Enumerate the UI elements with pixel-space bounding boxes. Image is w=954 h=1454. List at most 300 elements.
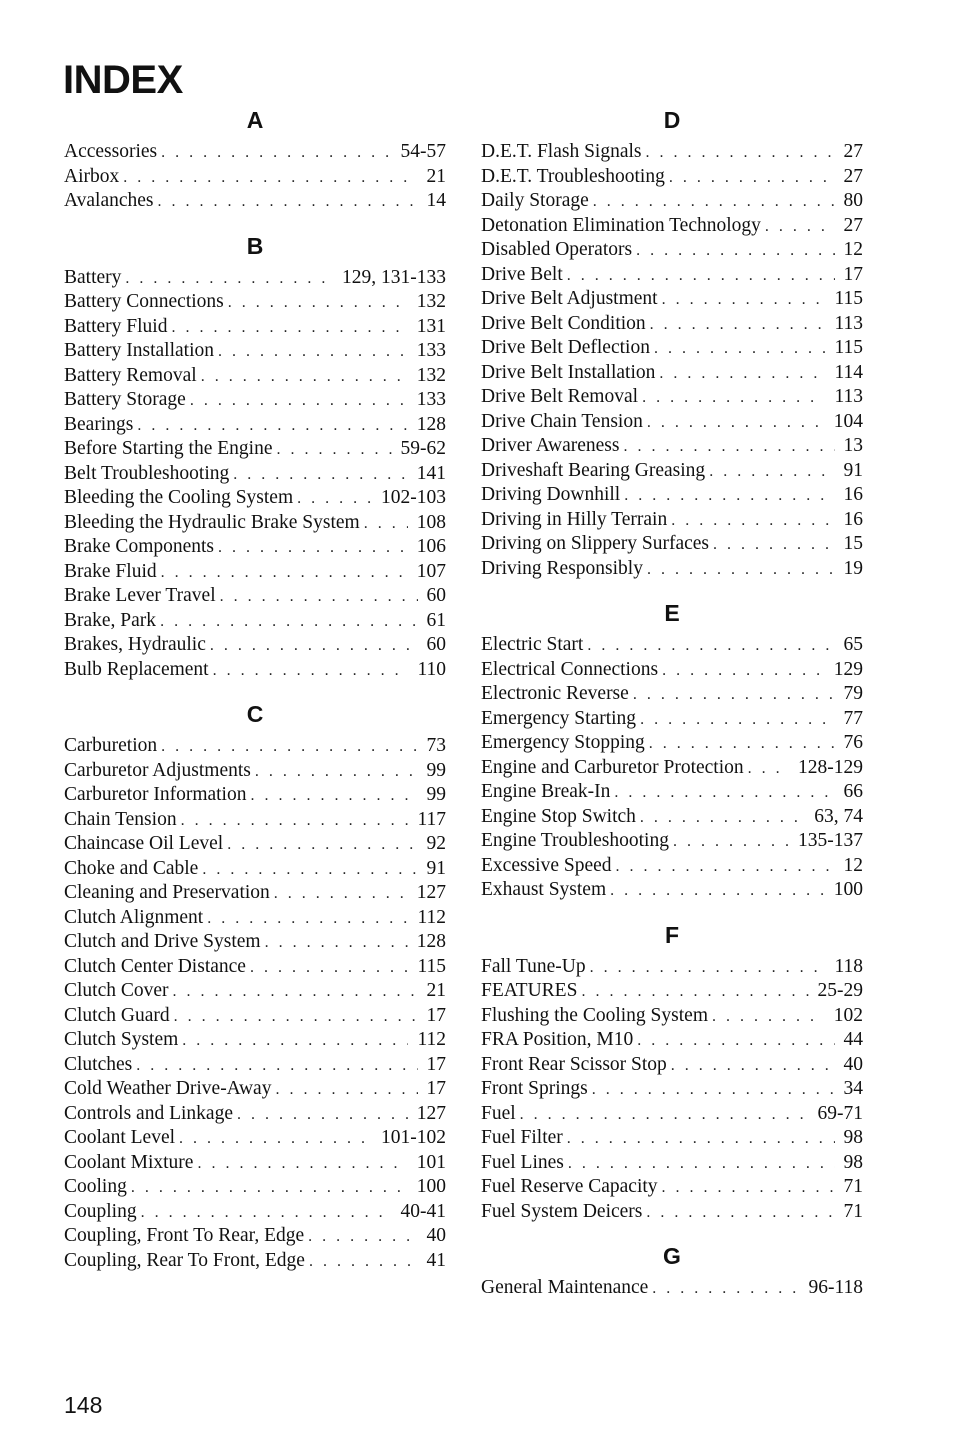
index-entry (64, 1077, 446, 1102)
entry-page: 112 (417, 906, 446, 928)
index-entry (481, 756, 863, 781)
entry-term: Engine Troubleshooting (481, 830, 669, 851)
entry-term: Before Starting the Engine (64, 438, 273, 459)
index-entry (481, 731, 863, 756)
entry-page: 128 (416, 931, 446, 952)
entry-page: 27 (843, 141, 863, 162)
entry-term: General Maintenance (481, 1277, 649, 1298)
index-entry (481, 1077, 863, 1102)
entry-term: Drive Belt Condition (481, 312, 646, 334)
dot-leader (125, 267, 333, 292)
dot-leader (181, 809, 409, 834)
entry-term: Carburetor Adjustments (64, 759, 251, 781)
dot-leader (520, 1103, 809, 1128)
entry-page: 99 (426, 759, 446, 781)
entry-term: Bulb Replacement (64, 658, 209, 680)
entry-term: Flushing the Cooling System (481, 1004, 708, 1026)
entry-page: 102-103 (381, 487, 446, 508)
dot-leader (207, 907, 408, 932)
entry-term: Drive Belt Removal (481, 386, 639, 407)
dot-leader (568, 1152, 835, 1177)
index-column-right (481, 104, 863, 1317)
section-letter: E (664, 600, 680, 626)
entry-page: 40 (426, 1225, 446, 1246)
entry-term: Drive Chain Tension (481, 410, 643, 432)
dot-leader (673, 830, 789, 855)
entry-page: 40 (843, 1053, 863, 1075)
entry-term: Drive Belt Deflection (481, 337, 650, 358)
dot-leader (174, 1005, 418, 1030)
index-entry (481, 557, 863, 582)
entry-term: Coolant Level (64, 1127, 176, 1148)
entry-page: 129 (833, 658, 863, 680)
index-entry (64, 165, 446, 190)
entry-term: Drive Belt Adjustment (481, 288, 658, 309)
dot-leader (233, 463, 408, 488)
entry-page: 110 (417, 658, 446, 680)
dot-leader (161, 735, 417, 760)
entry-term: Detonation Elimination Technology (481, 214, 761, 236)
entry-page: 127 (416, 882, 446, 903)
dot-leader (712, 1005, 825, 1030)
entry-page: 127 (416, 1102, 446, 1124)
entry-page: 91 (843, 459, 863, 481)
index-column-left (64, 104, 446, 1289)
index-section-c (64, 698, 446, 1273)
index-entry (64, 930, 446, 955)
entry-page: 101 (416, 1151, 446, 1173)
dot-leader (179, 1127, 372, 1152)
entry-term: FEATURES (481, 980, 578, 1001)
index-entry (64, 437, 446, 462)
index-entry (481, 214, 863, 239)
entry-term: Electronic Reverse (481, 683, 629, 704)
dot-leader (624, 484, 834, 509)
entry-term: Battery Connections (64, 291, 224, 312)
dot-leader (158, 190, 418, 215)
index-entry (64, 857, 446, 882)
index-entry (64, 189, 446, 214)
index-entry (64, 315, 446, 340)
section-letter: B (246, 232, 264, 259)
dot-leader (171, 316, 407, 341)
entry-page: 12 (843, 854, 863, 876)
index-entry (64, 881, 446, 906)
dot-leader (141, 1201, 392, 1226)
dot-leader (650, 313, 826, 338)
index-entry (481, 459, 863, 484)
entry-term: Front Springs (481, 1078, 588, 1099)
entry-page: 17 (426, 1078, 446, 1099)
entry-page: 34 (843, 1078, 863, 1099)
entry-term: Daily Storage (481, 190, 589, 211)
index-entry (481, 658, 863, 683)
entry-page: 15 (843, 533, 863, 554)
index-entry (481, 805, 863, 830)
entry-term: Accessories (64, 141, 158, 162)
entry-page: 112 (417, 1029, 446, 1050)
index-entry (64, 1200, 446, 1225)
dot-leader (662, 659, 825, 684)
page-number: 148 (64, 1392, 103, 1418)
entry-page: 117 (417, 808, 446, 830)
dot-leader (633, 683, 835, 708)
dot-leader (210, 634, 418, 659)
index-entry (64, 759, 446, 784)
entry-page: 71 (843, 1200, 863, 1222)
dot-leader (213, 659, 409, 684)
dot-leader (614, 781, 834, 806)
entry-term: Fuel System Deicers (481, 1200, 643, 1222)
index-entry (64, 560, 446, 585)
entry-term: Clutches (64, 1053, 133, 1075)
entry-page: 98 (843, 1127, 863, 1148)
entry-page: 100 (833, 879, 863, 900)
entry-page: 77 (843, 707, 863, 729)
entry-term: Airbox (64, 165, 120, 187)
entry-page: 40-41 (400, 1200, 446, 1222)
index-entry (481, 1276, 863, 1301)
entry-list (481, 633, 863, 903)
dot-leader (765, 215, 835, 240)
dot-leader (592, 1078, 835, 1103)
index-entry (64, 1004, 446, 1029)
dot-leader (652, 1277, 799, 1302)
entry-page: 92 (426, 833, 446, 854)
dot-leader (227, 833, 417, 858)
dot-leader (276, 438, 391, 463)
entry-term: Brake Lever Travel (64, 585, 216, 606)
entry-term: Driveshaft Bearing Greasing (481, 459, 706, 481)
entry-page: 108 (416, 511, 446, 533)
entry-page: 102 (833, 1004, 863, 1026)
entry-page: 101-102 (381, 1127, 446, 1148)
entry-term: Controls and Linkage (64, 1102, 233, 1124)
entry-term: Brake Fluid (64, 560, 157, 582)
entry-term: Brake Components (64, 536, 215, 557)
entry-page: 133 (416, 389, 446, 410)
entry-term: Engine Break-In (481, 781, 611, 802)
dot-leader (587, 634, 834, 659)
index-section-g (481, 1240, 863, 1301)
entry-term: Bleeding the Hydraulic Brake System (64, 511, 360, 533)
entry-page: 12 (843, 239, 863, 260)
entry-term: Coupling, Front To Rear, Edge (64, 1225, 305, 1246)
entry-term: Coupling, Rear To Front, Edge (64, 1249, 305, 1271)
index-entry (481, 829, 863, 854)
entry-term: Clutch System (64, 1029, 179, 1050)
entry-term: Driver Awareness (481, 435, 620, 456)
dot-leader (593, 190, 835, 215)
entry-term: Bleeding the Cooling System (64, 487, 294, 508)
entry-term: Driving on Slippery Surfaces (481, 533, 710, 554)
entry-page: 118 (834, 955, 863, 977)
index-section-f (481, 919, 863, 1225)
entry-page: 66 (843, 781, 863, 802)
index-entry (481, 140, 863, 165)
entry-term: Carburetor Information (64, 784, 247, 805)
entry-term: Battery (64, 266, 122, 288)
section-letter: F (664, 921, 680, 948)
entry-page: 113 (834, 312, 863, 334)
entry-term: Brake, Park (64, 609, 157, 631)
entry-page: 91 (426, 857, 446, 879)
entry-term: Fuel Filter (481, 1127, 563, 1148)
dot-leader (274, 882, 408, 907)
entry-page: 16 (843, 508, 863, 530)
dot-leader (364, 512, 408, 537)
index-entry (64, 584, 446, 609)
index-entry (481, 238, 863, 263)
index-entry (64, 266, 446, 291)
entry-term: Electrical Connections (481, 658, 659, 680)
entry-term: Coupling (64, 1200, 137, 1222)
dot-leader (590, 956, 826, 981)
dot-leader (131, 1176, 408, 1201)
index-section-b (64, 230, 446, 683)
entry-term: FRA Position, M10 (481, 1029, 634, 1050)
dot-leader (202, 858, 417, 883)
entry-page: 65 (843, 634, 863, 655)
entry-term: Battery Fluid (64, 315, 168, 337)
index-entry (481, 410, 863, 435)
entry-term: Drive Belt Installation (481, 361, 656, 383)
index-entry (481, 633, 863, 658)
dot-leader (218, 340, 408, 365)
dot-leader (173, 980, 418, 1005)
entry-term: Fall Tune-Up (481, 955, 586, 977)
index-entry (64, 955, 446, 980)
index-entry (64, 734, 446, 759)
dot-leader (713, 533, 834, 558)
entry-page: 99 (426, 784, 446, 805)
index-entry (64, 658, 446, 683)
entry-term: Front Rear Scissor Stop (481, 1053, 667, 1075)
entry-list (64, 734, 446, 1273)
entry-page: 115 (834, 337, 863, 358)
dot-leader (671, 509, 834, 534)
index-entry (481, 1102, 863, 1127)
dot-leader (197, 1152, 407, 1177)
entry-term: Disabled Operators (481, 239, 633, 260)
index-entry (64, 364, 446, 389)
entry-term: Coolant Mixture (64, 1151, 194, 1173)
entry-term: Chain Tension (64, 808, 177, 830)
entry-term: D.E.T. Troubleshooting (481, 165, 665, 187)
index-entry (481, 165, 863, 190)
entry-term: Clutch Alignment (64, 906, 204, 928)
entry-page: 115 (417, 955, 446, 977)
entry-page: 132 (416, 364, 446, 386)
entry-page: 107 (416, 560, 446, 582)
index-entry (64, 290, 446, 315)
section-letter: C (246, 701, 264, 727)
entry-page: 13 (843, 435, 863, 456)
entry-term: Clutch Guard (64, 1004, 170, 1026)
entry-page: 14 (426, 190, 446, 211)
entry-term: Brakes, Hydraulic (64, 634, 206, 655)
index-entry (481, 1028, 863, 1053)
entry-page: 100 (416, 1176, 446, 1197)
dot-leader (709, 460, 834, 485)
entry-page: 16 (843, 484, 863, 505)
entry-page: 61 (426, 609, 446, 631)
dot-leader (250, 956, 409, 981)
dot-leader (250, 784, 417, 809)
dot-leader (610, 879, 825, 904)
index-entry (481, 1151, 863, 1176)
entry-term: Emergency Starting (481, 707, 637, 729)
entry-term: Bearings (64, 413, 134, 435)
index-entry (64, 1028, 446, 1053)
index-entry (481, 361, 863, 386)
index-entry (64, 486, 446, 511)
dot-leader (220, 585, 418, 610)
dot-leader (123, 166, 417, 191)
entry-page: 17 (426, 1053, 446, 1075)
dot-leader (646, 1201, 834, 1226)
entry-page: 128 (416, 413, 446, 435)
dot-leader (309, 1250, 418, 1275)
index-entry (481, 434, 863, 459)
entry-page: 60 (426, 585, 446, 606)
dot-leader (646, 141, 835, 166)
entry-page: 44 (843, 1029, 863, 1050)
dot-leader (218, 536, 408, 561)
index-entry (64, 1249, 446, 1274)
section-letter: D (663, 107, 681, 133)
dot-leader (137, 414, 407, 439)
index-entry (64, 388, 446, 413)
index-entry (481, 263, 863, 288)
index-entry (64, 1126, 446, 1151)
entry-term: Driving Downhill (481, 484, 621, 505)
index-entry (64, 1102, 446, 1127)
entry-term: Battery Removal (64, 364, 197, 386)
entry-page: 17 (843, 263, 863, 285)
index-entry (481, 979, 863, 1004)
dot-leader (662, 1176, 835, 1201)
entry-page: 54-57 (400, 141, 446, 162)
entry-list (481, 140, 863, 581)
index-entry (481, 312, 863, 337)
dot-leader (669, 166, 835, 191)
dot-leader (265, 931, 408, 956)
entry-page: 141 (416, 462, 446, 484)
index-entry (64, 832, 446, 857)
entry-page: 80 (843, 190, 863, 211)
entry-term: Driving in Hilly Terrain (481, 508, 668, 530)
entry-page: 114 (834, 361, 863, 383)
dot-leader (616, 855, 835, 880)
entry-page: 129, 131-133 (342, 266, 446, 288)
index-entry (481, 1126, 863, 1151)
dot-leader (136, 1054, 417, 1079)
entry-term: Cold Weather Drive-Away (64, 1078, 272, 1099)
index-entry (481, 532, 863, 557)
entry-page: 27 (843, 214, 863, 236)
entry-term: Clutch and Drive System (64, 931, 261, 952)
index-entry (481, 707, 863, 732)
dot-leader (567, 264, 835, 289)
entry-page: 27 (843, 165, 863, 187)
entry-term: Cleaning and Preservation (64, 882, 270, 903)
index-entry (64, 1224, 446, 1249)
index-entry (64, 535, 446, 560)
entry-page: 71 (843, 1176, 863, 1197)
index-entry (64, 783, 446, 808)
dot-leader (636, 239, 834, 264)
index-entry (64, 1175, 446, 1200)
dot-leader (654, 337, 826, 362)
index-entry (64, 413, 446, 438)
entry-page: 115 (834, 288, 863, 309)
entry-page: 106 (416, 536, 446, 557)
index-entry (481, 1200, 863, 1225)
entry-term: Chaincase Oil Level (64, 833, 224, 854)
dot-leader (255, 760, 418, 785)
entry-page: 131 (416, 315, 446, 337)
index-section-a (64, 104, 446, 214)
entry-term: Exhaust System (481, 879, 607, 900)
index-entry (481, 483, 863, 508)
dot-leader (161, 141, 391, 166)
entry-list (64, 266, 446, 683)
entry-page: 25-29 (817, 980, 863, 1001)
dot-leader (623, 435, 834, 460)
dot-leader (182, 1029, 408, 1054)
index-section-e (481, 597, 863, 903)
entry-page: 63, 74 (814, 805, 863, 827)
entry-page: 59-62 (400, 438, 446, 459)
entry-term: Fuel Reserve Capacity (481, 1176, 658, 1197)
entry-list (481, 1276, 863, 1301)
entry-page: 132 (416, 291, 446, 312)
dot-leader (671, 1054, 835, 1079)
entry-term: Belt Troubleshooting (64, 462, 230, 484)
entry-page: 104 (833, 410, 863, 432)
index-entry (481, 1175, 863, 1200)
dot-leader (659, 362, 825, 387)
entry-term: Electric Start (481, 634, 584, 655)
index-entry (481, 878, 863, 903)
entry-term: Emergency Stopping (481, 732, 645, 753)
dot-leader (567, 1127, 835, 1152)
dot-leader (228, 291, 408, 316)
index-entry (64, 808, 446, 833)
entry-page: 96-118 (808, 1277, 863, 1298)
index-entry (481, 854, 863, 879)
dot-leader (190, 389, 408, 414)
dot-leader (748, 757, 789, 782)
index-entry (64, 140, 446, 165)
dot-leader (640, 708, 834, 733)
entry-term: Carburetion (64, 735, 158, 756)
dot-leader (308, 1225, 417, 1250)
entry-page: 41 (426, 1249, 446, 1271)
entry-page: 98 (843, 1151, 863, 1173)
index-entry (64, 339, 446, 364)
dot-leader (647, 411, 825, 436)
index-entry (481, 508, 863, 533)
entry-page: 133 (416, 340, 446, 361)
entry-page: 135-137 (798, 830, 863, 851)
index-entry (481, 1053, 863, 1078)
section-letter: G (663, 1243, 681, 1269)
entry-page: 21 (426, 165, 446, 187)
dot-leader (237, 1103, 408, 1128)
dot-leader (275, 1078, 417, 1103)
